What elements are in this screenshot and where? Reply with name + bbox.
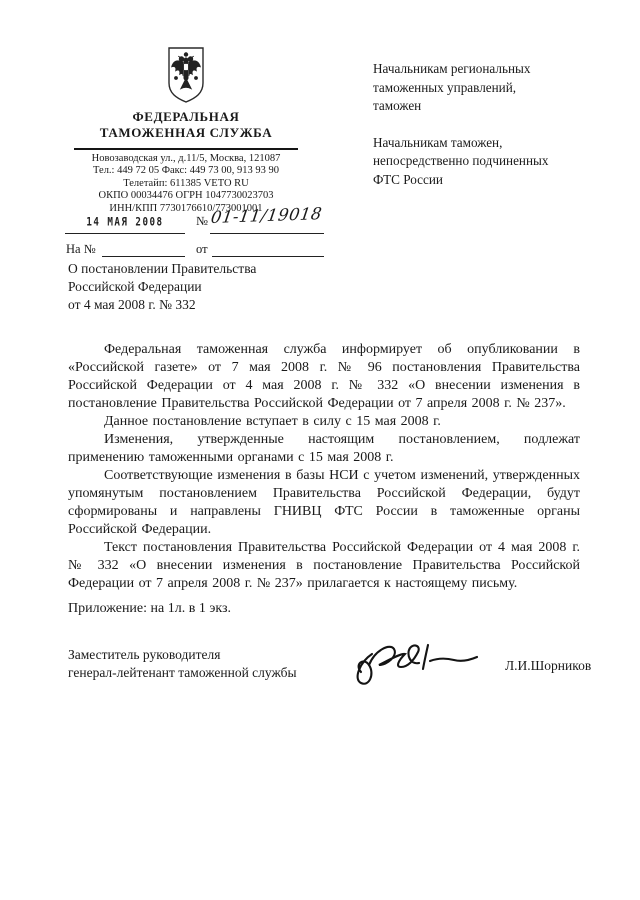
letterhead [60, 45, 312, 215]
letterhead-phone: Тел.: 449 72 05 Факс: 449 73 00, 913 93 90 [93, 165, 279, 177]
letterhead-okpo-ogrn: ОКПО 00034476 ОГРН 1047730023703 [98, 190, 274, 202]
signer-position [68, 646, 368, 682]
body-paragraph: Соответствующие изменения в базы НСИ с учетом изменений, утвержденных упомянутым постановлением Правительства Российской Федерации, будут сформированы и направлены ГНИВЦ ФТС России в таможенные органы Российской Федерации. [68, 468, 580, 537]
handwritten-signature-icon [348, 636, 493, 699]
signature-block [68, 646, 592, 706]
addressee-line: ФТС России [373, 171, 443, 187]
na-no-label: На № [66, 242, 96, 256]
addressee-line: Начальникам таможен, [373, 134, 503, 150]
body-paragraph: Текст постановления Правительства Российской Федерации от 4 мая 2008 г. № 332 «О внесении изменения в постановление Правительства Российской Федерации от 7 апреля 2008 г. № 237» прилагается к настоящему письму. [68, 540, 580, 591]
letterhead-address: Новозаводская ул., д.11/5, Москва, 121087 [91, 153, 281, 164]
letter-body [68, 341, 580, 593]
org-name [60, 109, 312, 141]
attachment-note: Приложение: на 1л. в 1 экз. [68, 601, 231, 616]
date-stamp-field [65, 214, 185, 234]
letterhead-inn-kpp: ИНН/КПП 7730176610/773001001 [109, 202, 263, 214]
addressee-line: таможенных управлений, [373, 79, 517, 95]
incoming-date-blank [212, 242, 324, 257]
customs-emblem-icon [60, 45, 312, 105]
addressee-block-2 [373, 134, 613, 190]
subject [68, 260, 368, 314]
outgoing-number: 01-11/19018 [210, 204, 324, 227]
incoming-number-blank [102, 242, 185, 257]
subject-line: О постановлении Правительства [68, 261, 257, 276]
addressee-line: таможен [373, 98, 422, 113]
signer-name: Л.И.Шорников [505, 658, 592, 673]
letterhead-divider [74, 148, 298, 150]
addressees [373, 60, 613, 189]
body-paragraph: Данное постановление вступает в силу с 15 мая 2008 г. [104, 414, 441, 429]
signer-position-line1: Заместитель руководителя [68, 647, 221, 662]
outgoing-number-field [210, 206, 324, 234]
addressee-line: непосредственно подчиненных [373, 153, 549, 168]
addressee-line: Начальникам региональных [373, 61, 531, 76]
subject-line: Российской Федерации [68, 279, 202, 294]
signer-position-line2: генерал-лейтенант таможенной службы [68, 665, 297, 680]
ot-label: от [196, 242, 208, 256]
date-stamp: 14 МАЯ 2008 [86, 216, 164, 229]
addressee-block-1 [373, 60, 613, 116]
number-sign: № [196, 214, 208, 228]
org-name-line1: ФЕДЕРАЛЬНАЯ [132, 109, 240, 124]
body-paragraph: Изменения, утвержденные настоящим постановлением, подлежат применению таможенными органами с 15 мая 2008 г. [68, 432, 580, 465]
letterhead-teletype: Телетайп: 611385 VETO RU [123, 177, 249, 189]
subject-line: от 4 мая 2008 г. № 332 [68, 297, 196, 312]
org-name-line2: ТАМОЖЕННАЯ СЛУЖБА [99, 125, 273, 140]
body-paragraph: Федеральная таможенная служба информирует об опубликовании в «Российской газете» от 7 мая 2008 г. № 96 постановления Правительства Российской Федерации от 4 мая 2008 г. № 332 «О внесении изменения в постановление Правительства Российской Федерации от 7 апреля 2008 г. № 237». [68, 342, 580, 411]
